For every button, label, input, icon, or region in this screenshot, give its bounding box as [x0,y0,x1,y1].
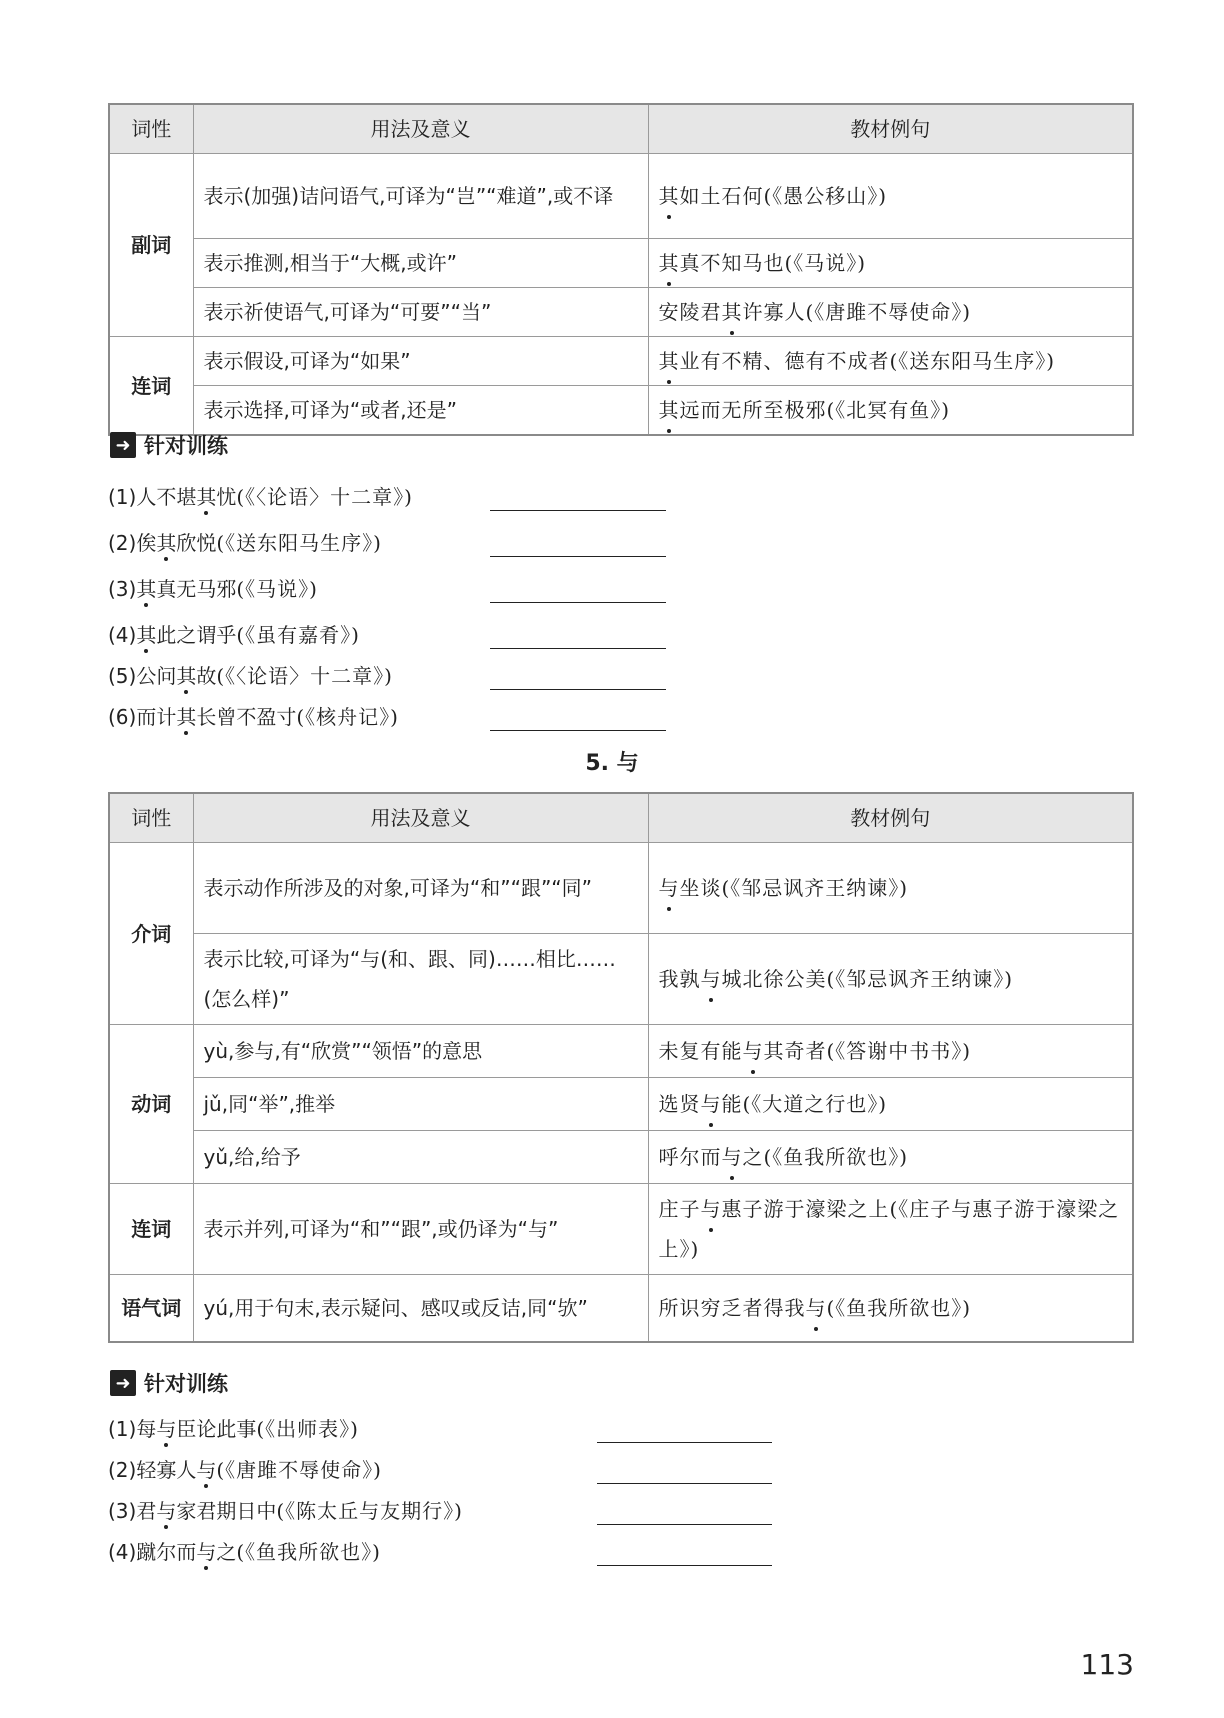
answer-blank[interactable] [490,556,666,557]
page-number: 113 [1080,1648,1134,1681]
example-text: 未复有能 [658,1039,743,1063]
training-title: 针对训练 [144,1372,228,1396]
exercise-text: 之 [216,1540,237,1564]
exercise-item [108,482,413,512]
exercise-text: 蹴尔而 [136,1540,197,1564]
table-row [109,1131,1133,1184]
exercise-text: 忧 [216,485,237,509]
exercise-text: 故 [196,664,217,688]
example-text: 如土石何(《愚公移山》) [679,184,888,208]
table-row [109,1025,1133,1078]
example-text: 我孰 [658,967,701,991]
exercise-source: (《虽有嘉肴》) [236,623,360,647]
key-char: 其 [722,292,743,332]
example-cell [648,1275,1133,1343]
answer-blank[interactable] [490,689,666,690]
header-usage: 用法及意义 [193,793,648,843]
exercise-text: 而计 [136,705,177,729]
exercise-item [108,1537,381,1567]
example-text: 呼尔而 [658,1145,722,1169]
usage-cell: jǔ,同“举”,推举 [193,1078,648,1131]
key-char: 与 [156,1414,176,1444]
table-row [109,843,1133,934]
header-example: 教材例句 [648,793,1133,843]
usage-cell: yǔ,给,给予 [193,1131,648,1184]
exercise-item [108,1455,382,1485]
key-char: 其 [176,702,196,732]
answer-blank[interactable] [490,602,666,603]
key-char: 其 [136,574,156,604]
exercise-item [108,620,360,650]
exercise-source: (《鱼我所欲也》) [236,1540,381,1564]
key-char: 与 [701,959,722,999]
key-char: 与 [722,1137,743,1177]
exercise-text: 轻寡人 [136,1458,197,1482]
exercise-source: (《送东阳马生序》) [216,531,382,555]
header-usage: 用法及意义 [193,104,648,154]
table-header-row [109,793,1133,843]
arrow-right-icon: ➜ [110,432,136,458]
key-char: 与 [806,1288,827,1328]
example-text: 之(《鱼我所欲也》) [742,1145,909,1169]
exercise-text: 臣论此事 [176,1417,257,1441]
key-char: 与 [743,1031,764,1071]
example-text: 所识穷乏者得我 [658,1296,806,1320]
pos-conjunction: 连词 [109,337,193,436]
exercise-number: (2) [108,531,137,555]
exercise-text: 此之谓乎 [156,623,237,647]
exercise-number: (5) [108,664,137,688]
usage-cell: yú,用于句末,表示疑问、感叹或反诘,同“欤” [193,1275,648,1343]
exercise-number: (4) [108,1540,137,1564]
usage-cell: 表示选择,可译为“或者,还是” [193,386,648,436]
answer-blank[interactable] [597,1524,772,1525]
example-text: 远而无所至极邪(《北冥有鱼》) [679,398,951,422]
table-row [109,934,1133,1025]
exercise-text: 长曾不盈寸 [196,705,297,729]
exercise-source: (《〈论语〉十二章》) [236,485,413,509]
pos-conjunction: 连词 [109,1184,193,1275]
table-row [109,1078,1133,1131]
exercise-source: (《陈太丘与友期行》) [276,1499,463,1523]
usage-cell: yù,参与,有“欣赏”“领悟”的意思 [193,1025,648,1078]
example-cell [648,239,1133,288]
exercise-text: 君 [136,1499,157,1523]
example-text: 安陵君 [658,300,722,324]
table-row [109,288,1133,337]
pos-preposition: 介词 [109,843,193,1025]
example-cell [648,1131,1133,1184]
pos-modal-particle: 语气词 [109,1275,193,1343]
table-row [109,239,1133,288]
training-heading [110,1368,228,1398]
example-cell [648,288,1133,337]
section-title: 5. 与 [585,751,639,776]
key-char: 其 [659,390,680,430]
exercise-number: (3) [108,577,137,601]
key-char: 其 [196,482,216,512]
key-char: 与 [701,1084,722,1124]
usage-cell: 表示假设,可译为“如果” [193,337,648,386]
usage-cell: 表示并列,可译为“和”“跟”,或仍译为“与” [193,1184,648,1275]
key-char: 其 [156,528,176,558]
table-row [109,1275,1133,1343]
example-text: 真不知马也(《马说》) [679,251,867,275]
header-example: 教材例句 [648,104,1133,154]
answer-blank[interactable] [597,1565,772,1566]
training-heading [110,430,228,460]
example-cell [648,1184,1133,1275]
exercise-number: (3) [108,1499,137,1523]
example-text: 城北徐公美(《邹忌讽齐王纳谏》) [721,967,1014,991]
exercise-item [108,702,399,732]
table-row [109,1184,1133,1275]
example-cell [648,386,1133,436]
example-cell [648,1025,1133,1078]
exercise-number: (6) [108,705,137,729]
example-text: (《鱼我所欲也》) [826,1296,972,1320]
header-pos: 词性 [109,793,193,843]
key-char: 与 [659,868,680,908]
table-row [109,337,1133,386]
exercise-source: (《马说》) [236,577,318,601]
example-text: 能(《大道之行也》) [721,1092,888,1116]
exercise-item [108,574,318,604]
exercise-item [108,528,382,558]
exercise-number: (1) [108,485,137,509]
example-text: 其奇者(《答谢中书书》) [763,1039,972,1063]
example-cell [648,1078,1133,1131]
arrow-right-icon: ➜ [110,1370,136,1396]
key-char: 与 [196,1537,216,1567]
example-cell [648,154,1133,239]
exercise-number: (4) [108,623,137,647]
training-title: 针对训练 [144,434,228,458]
key-char: 与 [196,1455,216,1485]
table-row [109,154,1133,239]
example-text: 庄子 [658,1197,701,1221]
exercise-text: 公问 [136,664,177,688]
example-cell [648,337,1133,386]
usage-cell: 表示(加强)诘问语气,可译为“岂”“难道”,或不译 [193,154,648,239]
exercise-text: 每 [136,1417,157,1441]
answer-blank[interactable] [490,648,666,649]
answer-blank[interactable] [490,510,666,511]
table-row [109,386,1133,436]
key-char: 其 [136,620,156,650]
example-text: 业有不精、德有不成者(《送东阳马生序》) [679,349,1056,373]
example-text: 惠子游于濠梁之上(《庄子与惠子游于濠梁之上》) [658,1197,1120,1261]
usage-cell: 表示推测,相当于“大概,或许” [193,239,648,288]
key-char: 与 [156,1496,176,1526]
header-pos: 词性 [109,104,193,154]
exercise-number: (2) [108,1458,137,1482]
key-char: 其 [659,341,680,381]
usage-table-yu [108,792,1134,1343]
pos-verb: 动词 [109,1025,193,1184]
usage-cell: 表示动作所涉及的对象,可译为“和”“跟”“同” [193,843,648,934]
usage-cell: 表示祈使语气,可译为“可要”“当” [193,288,648,337]
exercise-item [108,661,393,691]
exercise-text: 欣悦 [176,531,217,555]
usage-table-qi [108,103,1134,436]
exercise-source: (《〈论语〉十二章》) [216,664,393,688]
exercise-item [108,1496,463,1526]
answer-blank[interactable] [597,1483,772,1484]
example-cell [648,934,1133,1025]
exercise-source: (《出师表》) [256,1417,359,1441]
key-char: 其 [659,243,680,283]
answer-blank[interactable] [597,1442,772,1443]
key-char: 其 [176,661,196,691]
example-cell [648,843,1133,934]
exercise-text: 真无马邪 [156,577,237,601]
exercise-text: 人不堪 [136,485,197,509]
key-char: 与 [701,1189,722,1229]
example-text: 坐谈(《邹忌讽齐王纳谏》) [679,876,909,900]
exercise-text: 家君期日中 [176,1499,277,1523]
example-text: 选贤 [658,1092,701,1116]
exercise-text: 俟 [136,531,157,555]
usage-cell: 表示比较,可译为“与(和、跟、同)……相比……(怎么样)” [193,934,648,1025]
pos-adverb: 副词 [109,154,193,337]
exercise-number: (1) [108,1417,137,1441]
table-header-row [109,104,1133,154]
exercise-source: (《唐雎不辱使命》) [216,1458,382,1482]
exercise-source: (《核舟记》) [296,705,399,729]
example-text: 许寡人(《唐雎不辱使命》) [742,300,972,324]
key-char: 其 [659,176,680,216]
answer-blank[interactable] [490,730,666,731]
exercise-item [108,1414,359,1444]
